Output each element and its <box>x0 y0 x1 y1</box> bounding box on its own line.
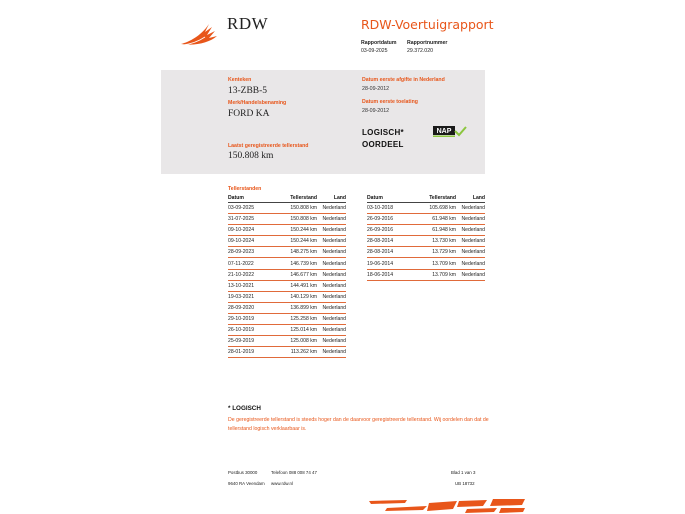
table-row <box>228 280 346 291</box>
first-registration-nl-label: Datum eerste afgifte in Nederland <box>362 77 445 83</box>
verdict-line2: OORDEEL <box>362 140 404 149</box>
table-header-row <box>367 194 485 203</box>
row-date: 26-09-2016 <box>367 225 414 236</box>
row-odometer: 113.262 km <box>275 347 320 358</box>
row-country: Nederland <box>320 302 346 313</box>
table-row <box>228 325 346 336</box>
make-value: FORD KA <box>228 109 270 119</box>
row-odometer: 148.275 km <box>275 247 320 258</box>
row-country: Nederland <box>320 247 346 258</box>
row-country: Nederland <box>320 203 346 214</box>
plate-label: Kenteken <box>228 77 252 83</box>
odometer-label: Laatst geregistreerde tellerstand <box>228 143 309 149</box>
report-date-label: Rapportdatum <box>361 40 397 46</box>
row-country: Nederland <box>459 258 485 269</box>
report-title: RDW-Voertuigrapport <box>361 17 494 32</box>
row-country: Nederland <box>459 225 485 236</box>
col-odometer-header: Tellerstand <box>275 194 320 203</box>
table-row <box>228 336 346 347</box>
table-row <box>228 269 346 280</box>
footer-website[interactable]: www.rdw.nl <box>271 481 293 486</box>
brand-name: RDW <box>227 14 269 33</box>
row-odometer: 150.244 km <box>275 236 320 247</box>
row-date: 18-06-2014 <box>367 269 414 280</box>
table-row <box>367 203 485 214</box>
row-odometer: 136.899 km <box>275 302 320 313</box>
row-odometer: 13.709 km <box>414 258 459 269</box>
vehicle-summary <box>161 70 485 174</box>
rdw-wing-logo <box>179 18 221 48</box>
footer-address: 9640 RA Veendam <box>228 481 265 486</box>
table-row <box>228 214 346 225</box>
table-row <box>367 236 485 247</box>
row-odometer: 150.808 km <box>275 214 320 225</box>
row-country: Nederland <box>320 291 346 302</box>
row-country: Nederland <box>320 336 346 347</box>
table-row <box>228 302 346 313</box>
table-row <box>228 347 346 358</box>
odometer-table-left <box>228 194 346 358</box>
first-registration-nl-value: 28-09-2012 <box>362 86 390 92</box>
row-date: 28-08-2014 <box>367 247 414 258</box>
row-odometer: 105.698 km <box>414 203 459 214</box>
report-date-value: 03-09-2025 <box>361 48 388 54</box>
row-date: 09-10-2024 <box>228 225 275 236</box>
report-number-value: 29.372.020 <box>407 48 433 54</box>
row-date: 21-10-2022 <box>228 269 275 280</box>
footer-phone: Telefoon 088 008 74 47 <box>271 470 317 475</box>
row-country: Nederland <box>320 347 346 358</box>
row-odometer: 13.729 km <box>414 247 459 258</box>
row-country: Nederland <box>320 280 346 291</box>
row-date: 19-06-2014 <box>367 258 414 269</box>
col-country-header: Land <box>459 194 485 203</box>
row-country: Nederland <box>320 313 346 324</box>
row-odometer: 146.739 km <box>275 258 320 269</box>
table-row <box>367 247 485 258</box>
row-odometer: 125.014 km <box>275 325 320 336</box>
row-odometer: 146.677 km <box>275 269 320 280</box>
table-row <box>367 225 485 236</box>
row-odometer: 13.709 km <box>414 269 459 280</box>
first-admission-value: 28-09-2012 <box>362 108 390 114</box>
row-date: 03-10-2018 <box>367 203 414 214</box>
odometer-table-right <box>367 194 485 281</box>
row-date: 31-07-2025 <box>228 214 275 225</box>
odometer-value: 150.808 km <box>228 151 274 161</box>
row-date: 28-09-2020 <box>228 302 275 313</box>
row-date: 07-11-2022 <box>228 258 275 269</box>
row-date: 28-09-2023 <box>228 247 275 258</box>
nap-label: NAP <box>436 128 452 135</box>
make-label: Merk/Handelsbenaming <box>228 100 287 106</box>
table-row <box>228 203 346 214</box>
col-country-header: Land <box>320 194 346 203</box>
row-country: Nederland <box>459 247 485 258</box>
row-date: 28-08-2014 <box>367 236 414 247</box>
table-row <box>228 258 346 269</box>
footer-postbus: Postbus 30000 <box>228 470 258 475</box>
row-country: Nederland <box>320 269 346 280</box>
row-country: Nederland <box>459 269 485 280</box>
row-country: Nederland <box>320 236 346 247</box>
col-odometer-header: Tellerstand <box>414 194 459 203</box>
rdw-stripes-decoration <box>367 497 527 514</box>
row-odometer: 125.258 km <box>275 313 320 324</box>
table-row <box>367 269 485 280</box>
nap-check-icon <box>433 126 467 137</box>
row-odometer: 61.948 km <box>414 214 459 225</box>
col-date-header: Datum <box>367 194 414 203</box>
row-country: Nederland <box>320 214 346 225</box>
row-country: Nederland <box>459 203 485 214</box>
footer-code: UB 18732 <box>455 481 475 486</box>
row-date: 26-09-2016 <box>367 214 414 225</box>
row-odometer: 144.491 km <box>275 280 320 291</box>
row-odometer: 13.730 km <box>414 236 459 247</box>
table-row <box>228 225 346 236</box>
footnote-title: * LOGISCH <box>228 405 261 412</box>
row-odometer: 125.008 km <box>275 336 320 347</box>
row-odometer: 150.244 km <box>275 225 320 236</box>
row-country: Nederland <box>320 225 346 236</box>
row-odometer: 140.129 km <box>275 291 320 302</box>
row-date: 29-10-2019 <box>228 313 275 324</box>
table-row <box>228 313 346 324</box>
table-row <box>228 247 346 258</box>
table-row <box>367 258 485 269</box>
verdict-line1: LOGISCH* <box>362 128 404 137</box>
col-date-header: Datum <box>228 194 275 203</box>
row-date: 28-01-2019 <box>228 347 275 358</box>
row-date: 25-09-2019 <box>228 336 275 347</box>
row-country: Nederland <box>320 325 346 336</box>
first-admission-label: Datum eerste toelating <box>362 99 418 105</box>
row-odometer: 61.948 km <box>414 225 459 236</box>
table-row <box>228 236 346 247</box>
row-date: 03-09-2025 <box>228 203 275 214</box>
row-country: Nederland <box>459 214 485 225</box>
row-date: 26-10-2019 <box>228 325 275 336</box>
row-date: 09-10-2024 <box>228 236 275 247</box>
report-date-block <box>361 39 396 55</box>
table-header-row <box>228 194 346 203</box>
plate-value: 13-ZBB-5 <box>228 86 268 96</box>
report-number-block <box>407 39 447 55</box>
table-row <box>367 214 485 225</box>
footnote-text: De geregistreerde tellerstand is steeds hoger dan de daarvoor geregistreerde tellerstand. Wij oordelen dan dat de tellerstand logisch verklaarbaar is. <box>228 417 489 432</box>
row-country: Nederland <box>320 258 346 269</box>
odometer-section-title: Tellerstanden <box>228 186 262 192</box>
row-date: 19-03-2021 <box>228 291 275 302</box>
table-row <box>228 291 346 302</box>
row-odometer: 150.808 km <box>275 203 320 214</box>
footer-page: Blad 1 van 3 <box>451 470 476 475</box>
report-number-label: Rapportnummer <box>407 40 448 46</box>
row-country: Nederland <box>459 236 485 247</box>
row-date: 13-10-2021 <box>228 280 275 291</box>
verdict <box>362 127 404 151</box>
